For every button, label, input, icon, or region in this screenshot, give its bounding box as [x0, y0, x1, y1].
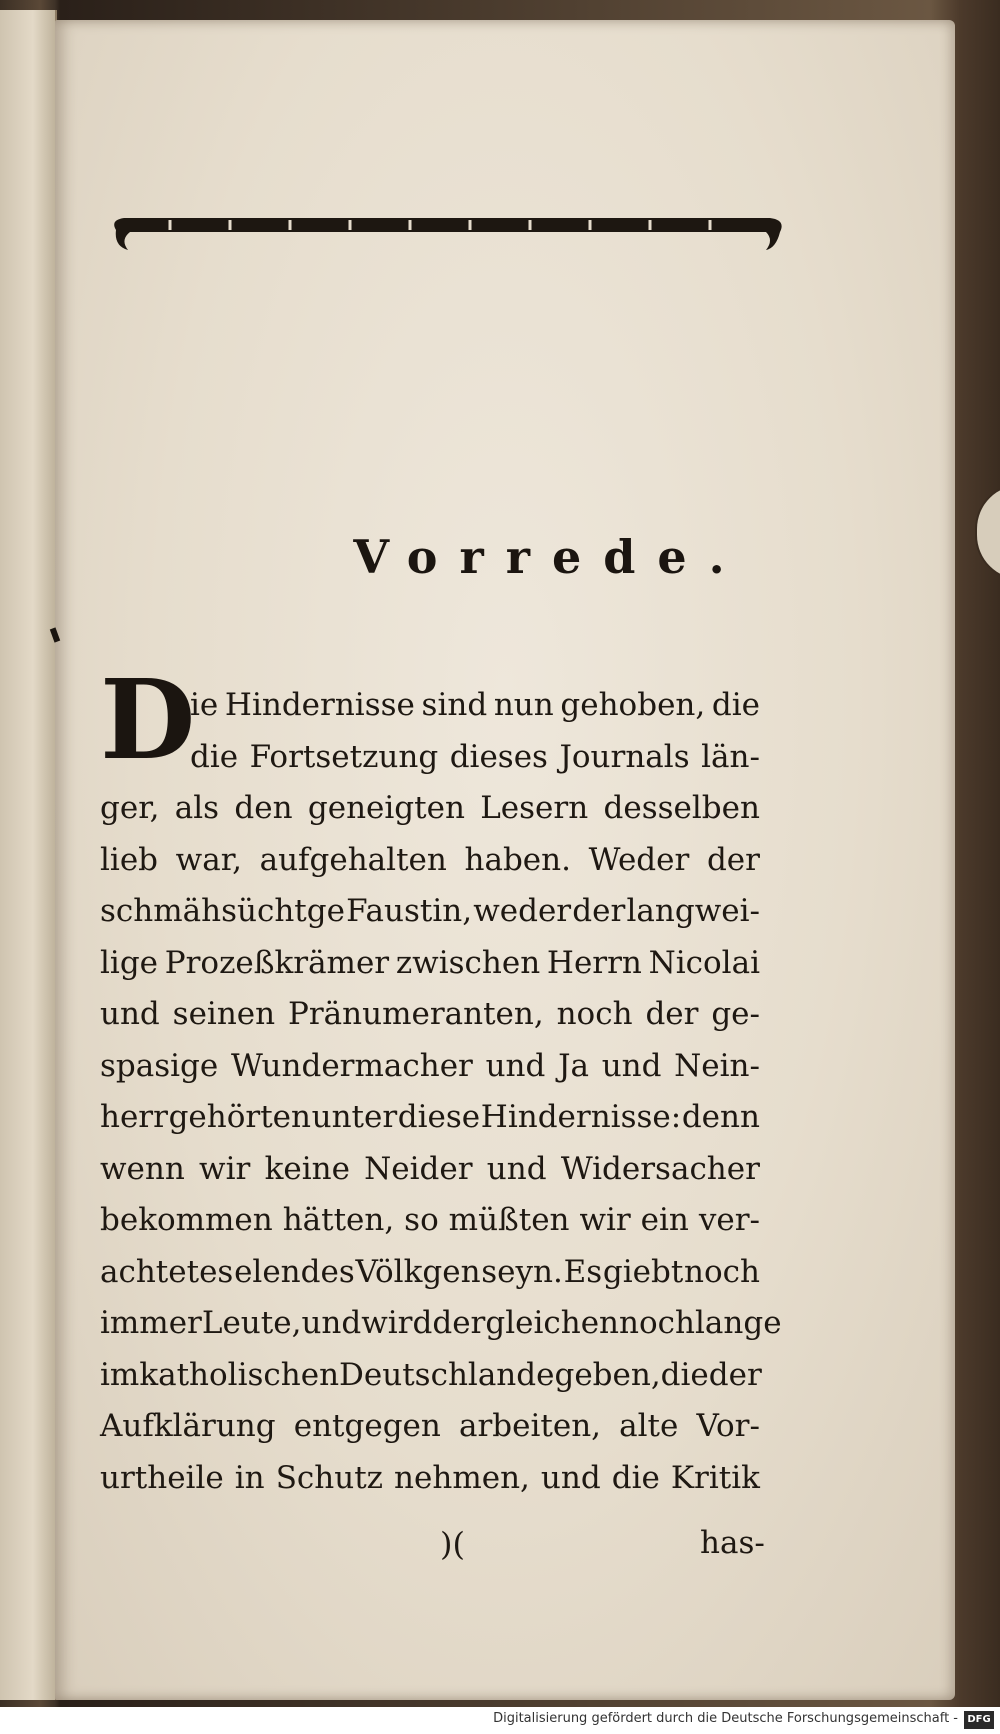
word: noch [619, 1305, 695, 1341]
header-ornament [110, 210, 786, 260]
word: urtheile [100, 1459, 224, 1496]
word: und [485, 1047, 546, 1084]
left-page-edge [0, 10, 57, 1700]
word: langwei- [626, 893, 760, 929]
page-title [0, 530, 1000, 584]
word: arbeiten, [458, 1408, 602, 1444]
word: war, [175, 841, 242, 878]
word: gehoben, [560, 687, 706, 723]
word: keine [264, 1150, 350, 1187]
word: Ja [558, 1047, 589, 1084]
word: und [301, 1305, 362, 1341]
word: ge- [711, 996, 760, 1032]
text-line [100, 1247, 760, 1299]
word: als [174, 790, 220, 826]
catchword: has- [700, 1525, 765, 1561]
word: zwischen [395, 944, 541, 981]
word: der [645, 996, 699, 1032]
word: Hindernisse [224, 687, 415, 723]
word: seinen [172, 996, 276, 1032]
word: dieses [449, 738, 548, 775]
word: Hindernisse: [480, 1099, 682, 1135]
word: lige [100, 944, 159, 981]
word: wird [361, 1305, 433, 1341]
word: Nicolai [648, 944, 760, 981]
drop-cap: D [100, 655, 196, 784]
word: elendes [234, 1253, 355, 1290]
word: Fortsetzung [249, 738, 439, 775]
text-line [100, 1195, 760, 1247]
word: und [601, 1047, 662, 1084]
dfg-logo: DFG [964, 1711, 994, 1729]
word: län- [701, 738, 760, 775]
word: Deutschlande [339, 1356, 555, 1393]
text-line [100, 732, 760, 784]
word: und [486, 1150, 547, 1187]
word: müßten [448, 1202, 570, 1238]
word: giebt [602, 1253, 684, 1290]
word: in [234, 1459, 265, 1496]
footer-credit: Digitalisierung gefördert durch die Deutsche Forschungsgemeinschaft - [493, 1711, 958, 1726]
word: entgegen [293, 1408, 441, 1444]
word: noch [684, 1253, 760, 1290]
word: schmähsüchtge [100, 893, 345, 929]
word: wir [579, 1202, 631, 1238]
word: Widersacher [560, 1150, 760, 1187]
word: Faustin, [346, 893, 473, 929]
text-line [100, 1453, 760, 1505]
word: Herrn [546, 944, 642, 981]
text-line [100, 835, 760, 887]
word: immer [100, 1305, 202, 1341]
word: herr [100, 1099, 168, 1135]
text-line [100, 1092, 760, 1144]
word: geneigten [307, 790, 465, 826]
digitization-footer [0, 1707, 1000, 1734]
word: Schutz [275, 1459, 384, 1496]
word: aufgehalten [259, 841, 447, 878]
word: ver- [698, 1202, 760, 1238]
text-line [100, 1401, 760, 1453]
word: ie [190, 687, 219, 723]
word: wir [199, 1150, 251, 1187]
word: wenn [100, 1150, 185, 1187]
word: Nein- [674, 1047, 760, 1084]
word: Aufklärung [100, 1408, 276, 1444]
word: Pränumeranten, [287, 996, 544, 1032]
text-line [100, 783, 760, 835]
word: katholischen [139, 1356, 340, 1393]
word: achtetes [100, 1253, 234, 1290]
word: der [708, 1356, 762, 1393]
text-line [100, 938, 760, 990]
word: haben. [464, 841, 571, 878]
word: Weder [588, 841, 690, 878]
word: und [540, 1459, 601, 1496]
word: im [100, 1356, 140, 1393]
word: lange [694, 1305, 782, 1341]
text-line [100, 1298, 782, 1350]
word: die [611, 1459, 660, 1496]
text-line [100, 886, 760, 938]
word: und [100, 996, 160, 1032]
word: Wundermacher [230, 1047, 473, 1084]
word: unter [311, 1099, 398, 1135]
signature-mark: )( [440, 1525, 465, 1563]
word: die [711, 687, 760, 723]
word: nun [493, 687, 554, 723]
word: diese [397, 1099, 481, 1135]
word: desselben [603, 790, 760, 826]
word: seyn. [481, 1253, 563, 1290]
word: Kritik [670, 1459, 760, 1496]
word: Journals [559, 738, 690, 775]
word: Völkgen [355, 1253, 481, 1290]
word: spasige [100, 1047, 219, 1084]
word: lieb [100, 841, 159, 878]
word: bekommen [100, 1202, 273, 1238]
page-title-text: Vorrede. [353, 530, 747, 584]
text-line [100, 1144, 760, 1196]
word: weder [473, 893, 572, 929]
word: denn [681, 1099, 760, 1135]
word: den [234, 790, 293, 826]
text-line [100, 989, 760, 1041]
text-line [100, 680, 760, 732]
word: Vor- [696, 1408, 760, 1444]
word: nehmen, [394, 1459, 530, 1496]
word: der [572, 893, 626, 929]
text-line [100, 1350, 760, 1402]
word: ein [640, 1202, 689, 1238]
word: hätten, [282, 1202, 395, 1238]
word: der [706, 841, 760, 878]
word: so [404, 1202, 439, 1238]
word: die [660, 1356, 709, 1393]
word: ger, [100, 790, 160, 826]
word: alte [619, 1408, 679, 1444]
word: geben, [554, 1356, 661, 1393]
word: Neider [364, 1150, 473, 1187]
word: sind [421, 687, 488, 723]
text-line [100, 1041, 760, 1093]
word: die [190, 738, 239, 775]
word: dergleichen [432, 1305, 620, 1341]
word: Lesern [480, 790, 589, 826]
word: Prozeßkrämer [164, 944, 390, 981]
word: Es [563, 1253, 603, 1290]
word: noch [556, 996, 633, 1032]
word: Leute, [201, 1305, 302, 1341]
word: gehörten [168, 1099, 311, 1135]
body-text [100, 680, 782, 1504]
